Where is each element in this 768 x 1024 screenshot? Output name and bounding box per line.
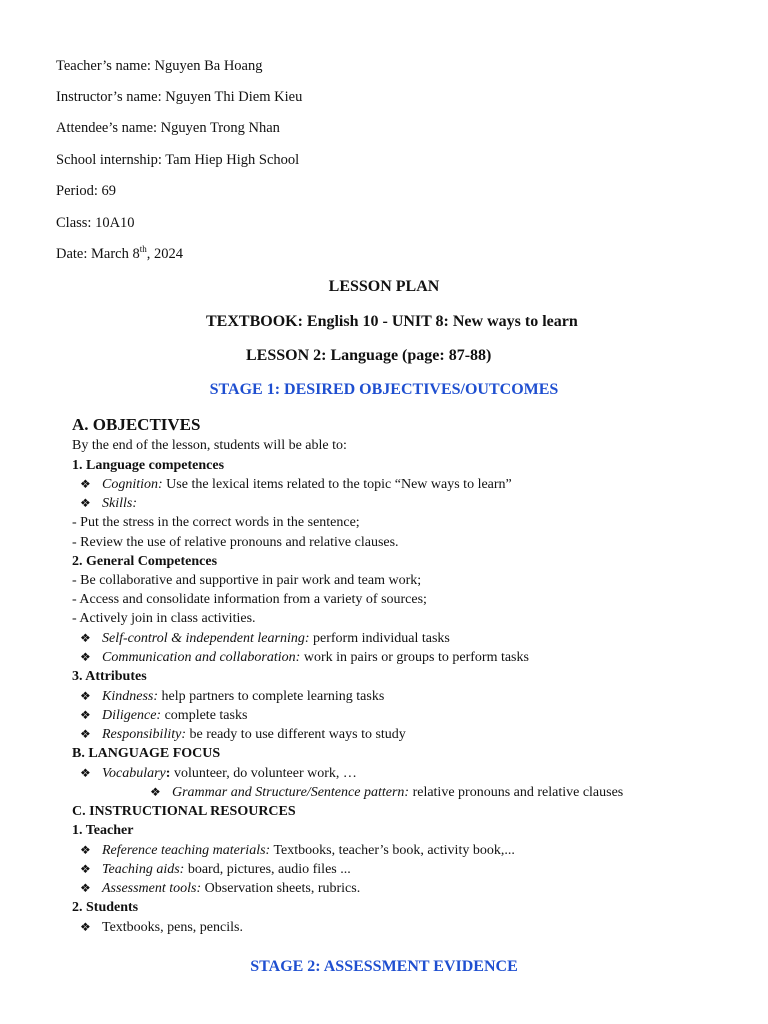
diamond-bullet-icon: ❖ [150,785,161,799]
list-item: ❖ Teaching aids: board, pictures, audio files ... [80,862,351,877]
diamond-bullet-icon: ❖ [80,650,91,664]
lesson-plan-title: LESSON PLAN [328,278,440,295]
diamond-bullet-icon: ❖ [80,496,91,510]
diamond-bullet-icon: ❖ [80,766,91,780]
diamond-bullet-icon: ❖ [80,862,91,876]
language-competences-heading: 1. Language competences [72,458,225,473]
list-item: ❖ Grammar and Structure/Sentence pattern: relative pronouns and relative clauses [150,785,624,800]
stage2-heading: STAGE 2: ASSESSMENT EVIDENCE [250,958,518,975]
teacher-name: Teacher’s name: Nguyen Ba Hoang [56,58,263,74]
general-item: - Actively join in class activities. [72,611,256,626]
students-resources-heading: 2. Students [72,900,139,915]
objectives-heading: A. OBJECTIVES [72,415,201,434]
diamond-bullet-icon: ❖ [80,477,91,491]
list-item: ❖ Reference teaching materials: Textbooks, teacher’s book, activity book,... [80,843,515,858]
list-item: ❖ Vocabulary: volunteer, do volunteer work, … [80,766,357,781]
diamond-bullet-icon: ❖ [80,727,91,741]
diamond-bullet-icon: ❖ [80,708,91,722]
list-item: ❖ Responsibility: be ready to use different ways to study [80,727,406,742]
list-item: ❖ Kindness: help partners to complete learning tasks [80,689,385,704]
diamond-bullet-icon: ❖ [80,689,91,703]
attendee-name: Attendee’s name: Nguyen Trong Nhan [56,120,280,136]
textbook-title: TEXTBOOK: English 10 - UNIT 8: New ways to learn [206,313,578,330]
list-item: ❖ Diligence: complete tasks [80,708,248,723]
list-item: ❖ Self-control & independent learning: perform individual tasks [80,631,450,646]
school-internship: School internship: Tam Hiep High School [56,152,300,168]
skill-item: - Put the stress in the correct words in the sentence; [72,515,360,530]
skill-item: - Review the use of relative pronouns and relative clauses. [72,535,399,550]
list-item: ❖ Assessment tools: Observation sheets, rubrics. [80,881,361,896]
list-item: ❖ Skills: [80,496,137,511]
diamond-bullet-icon: ❖ [80,843,91,857]
general-competences-heading: 2. General Competences [72,554,218,569]
class: Class: 10A10 [56,215,135,231]
list-item: ❖ Cognition: Use the lexical items related to the topic “New ways to learn” [80,477,512,492]
list-item: ❖ Communication and collaboration: work in pairs or groups to perform tasks [80,650,529,665]
attributes-heading: 3. Attributes [72,669,147,684]
teacher-resources-heading: 1. Teacher [72,823,134,838]
stage1-heading: STAGE 1: DESIRED OBJECTIVES/OUTCOMES [209,381,559,398]
instructor-name: Instructor’s name: Nguyen Thi Diem Kieu [56,89,303,105]
language-focus-heading: B. LANGUAGE FOCUS [72,746,221,761]
diamond-bullet-icon: ❖ [80,920,91,934]
general-item: - Be collaborative and supportive in pair work and team work; [72,573,422,588]
objectives-intro: By the end of the lesson, students will be able to: [72,438,347,453]
list-item: ❖ Textbooks, pens, pencils. [80,920,243,935]
general-item: - Access and consolidate information from a variety of sources; [72,592,427,607]
period: Period: 69 [56,183,117,199]
diamond-bullet-icon: ❖ [80,881,91,895]
date: Date: March 8th, 2024 [56,244,184,262]
lesson-title: LESSON 2: Language (page: 87-88) [246,347,492,364]
diamond-bullet-icon: ❖ [80,631,91,645]
resources-heading: C. INSTRUCTIONAL RESOURCES [72,804,296,819]
